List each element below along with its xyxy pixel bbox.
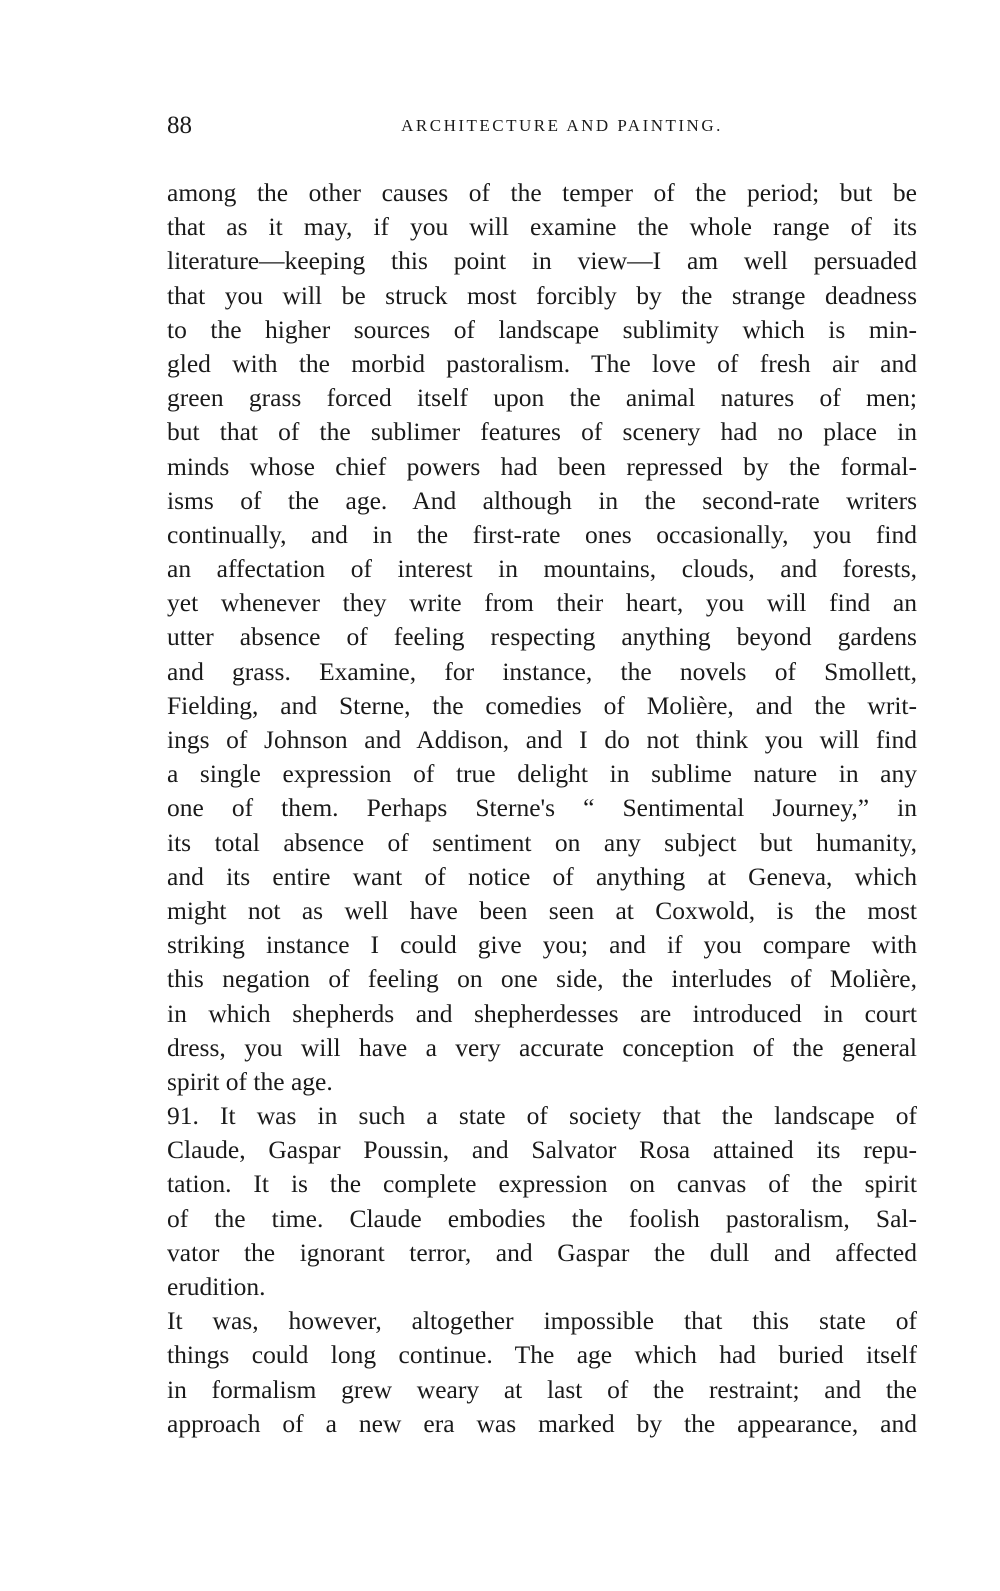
paragraph [167,1099,917,1304]
text-line: yet whenever they write from their heart, you will find an [167,588,917,618]
text-line: in which shepherds and shepherdesses are introduced in court [167,998,917,1028]
text-line: striking instance I could give you; and if you compare with [167,930,917,960]
text-line: a single expression of true delight in sublime nature in any [167,759,917,789]
text-line: isms of the age. And although in the second-rate writers [167,485,917,515]
text-line: in formalism grew weary at last of the restraint; and the [167,1374,917,1404]
text-line: literature—keeping this point in view—I am well persuaded [167,246,917,276]
text-line: continually, and in the first-rate ones occasionally, you find [167,519,917,549]
text-line: minds whose chief powers had been repressed by the formal- [167,451,917,481]
text-line: things could long continue. The age which had buried itself [167,1340,917,1370]
page-number: 88 [167,112,192,139]
text-line: of the time. Claude embodies the foolish pastoralism, Sal- [167,1203,917,1233]
text-line: Claude, Gaspar Poussin, and Salvator Rosa attained its repu- [167,1135,917,1165]
text-line: but that of the sublimer features of scenery had no place in [167,417,917,447]
text-line: utter absence of feeling respecting anything beyond gardens [167,622,917,652]
text-line: its total absence of sentiment on any subject but humanity, [167,827,917,857]
text-line: vator the ignorant terror, and Gaspar the dull and affected [167,1237,917,1267]
text-line: among the other causes of the temper of the period; but be [167,178,917,207]
text-line: It was, however, altogether impossible that this state of [167,1306,917,1336]
text-line: erudition. [167,1272,266,1301]
running-title: ARCHITECTURE AND PAINTING. [401,116,723,135]
text-line: Fielding, and Sterne, the comedies of Molière, and the writ- [167,690,917,720]
paragraph [167,1304,917,1441]
text-line: and grass. Examine, for instance, the novels of Smollett, [167,656,917,686]
paragraph [167,176,917,1099]
text-line: to the higher sources of landscape sublimity which is min- [167,314,917,344]
text-line: an affectation of interest in mountains, clouds, and forests, [167,554,917,584]
text-line: that you will be struck most forcibly by the strange deadness [167,280,917,310]
text-line: ings of Johnson and Addison, and I do not think you will find [167,725,917,754]
text-line: tation. It is the complete expression on canvas of the spirit [167,1169,917,1199]
text-line: 91. It was in such a state of society that the landscape of [167,1101,917,1131]
text-line: that as it may, if you will examine the whole range of its [167,212,917,242]
text-line: gled with the morbid pastoralism. The love of fresh air and [167,348,917,378]
page-header [167,112,917,146]
text-line: and its entire want of notice of anything at Geneva, which [167,861,917,891]
text-line: one of them. Perhaps Sterne's “ Sentimental Journey,” in [167,793,917,823]
text-line: approach of a new era was marked by the appearance, and [167,1408,917,1438]
text-line: might not as well have been seen at Coxwold, is the most [167,895,917,925]
text-line: dress, you will have a very accurate conception of the general [167,1032,917,1062]
text-line: spirit of the age. [167,1066,333,1096]
text-line: this negation of feeling on one side, the interludes of Molière, [167,964,917,994]
text-line: green grass forced itself upon the animal natures of men; [167,383,917,413]
body-text [167,176,917,1441]
